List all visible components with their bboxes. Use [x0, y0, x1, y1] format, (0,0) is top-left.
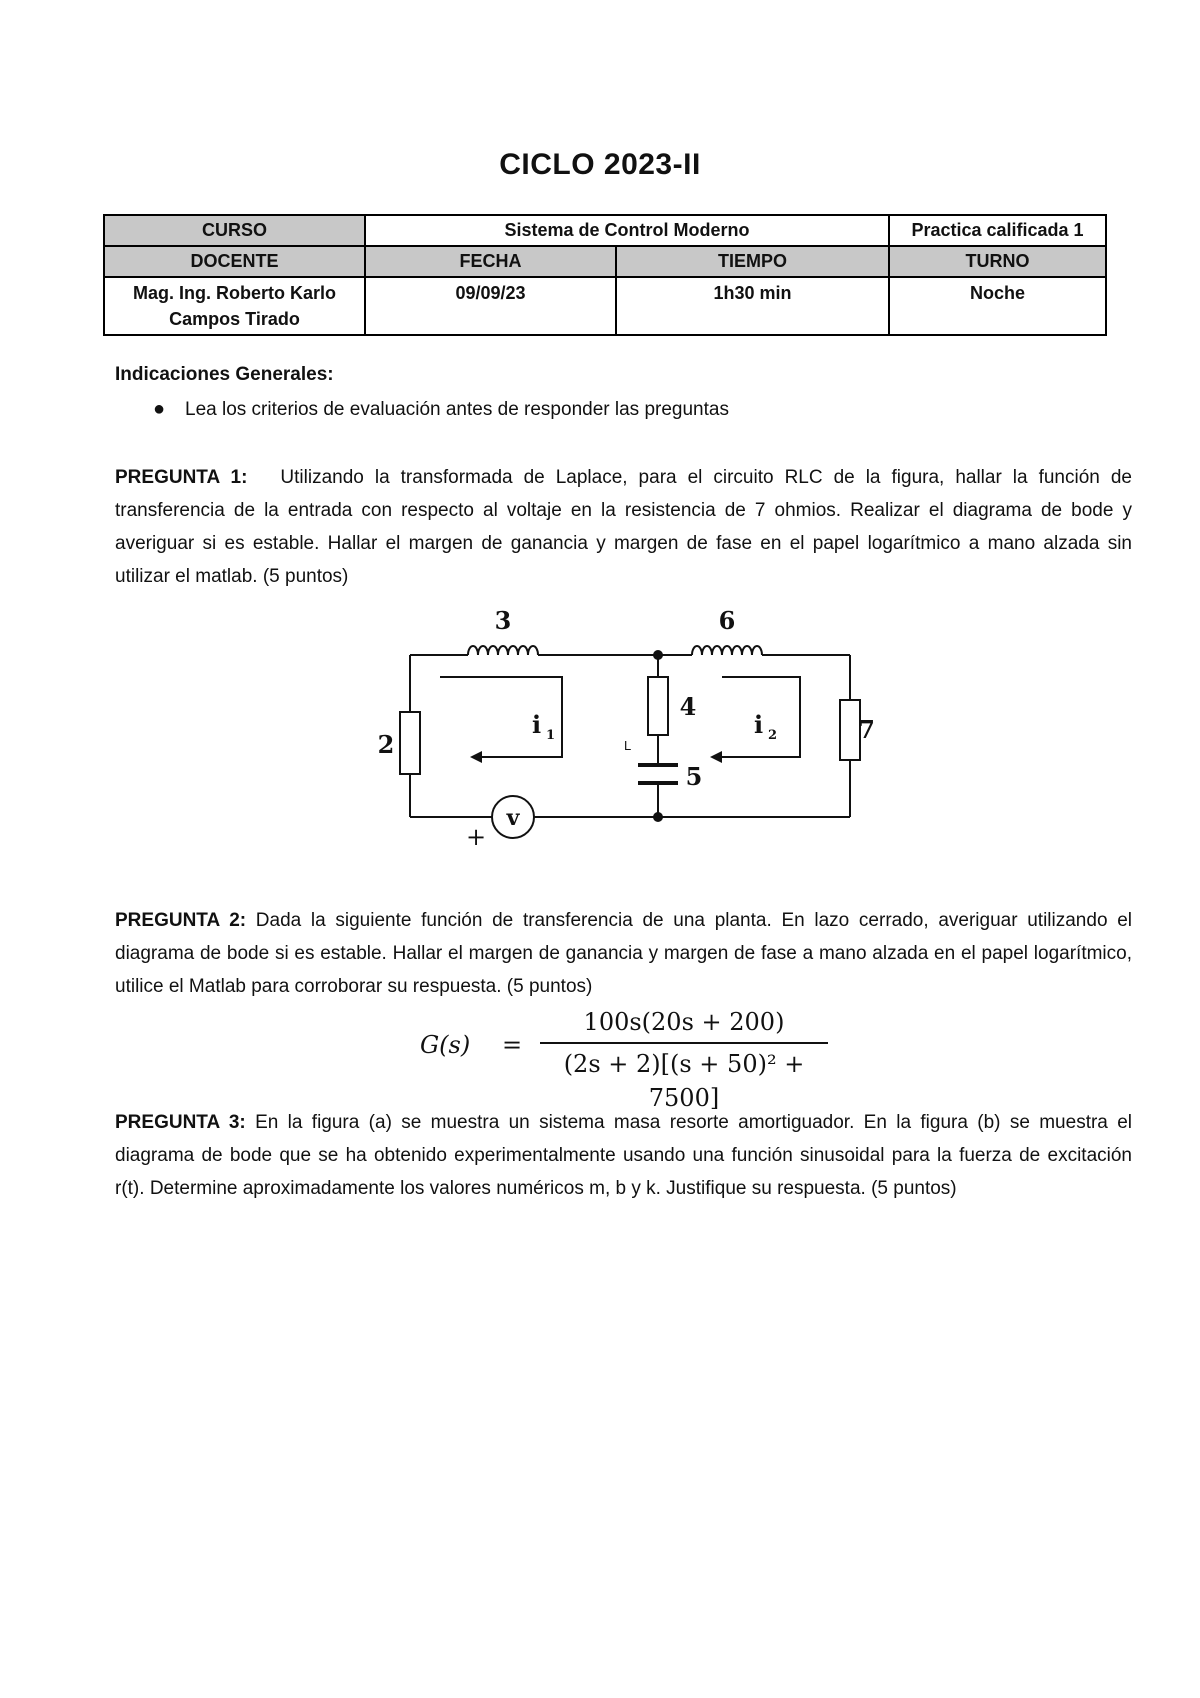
curso-label: CURSO	[104, 215, 365, 246]
question-2	[115, 904, 1132, 1003]
node-dot	[653, 812, 663, 822]
practica-label: Practica calificada 1	[889, 215, 1106, 246]
current-arrowhead	[710, 751, 722, 763]
tiempo-value: 1h30 min	[616, 277, 889, 335]
inductor-6-label: 6	[718, 606, 736, 635]
resistor-7-label: 7	[858, 715, 875, 744]
capacitor-5-label: 5	[685, 762, 703, 791]
resistor-7-symbol	[840, 700, 860, 760]
fecha-value: 09/09/23	[365, 277, 616, 335]
resistor-4-label: 4	[679, 692, 697, 721]
bullet-icon: ●	[153, 398, 166, 420]
page-title: CICLO 2023-II	[499, 148, 701, 181]
turno-value: Noche	[889, 277, 1106, 335]
middle-branch-mark: L	[624, 738, 632, 753]
docente-line-2: Campos Tirado	[169, 309, 300, 329]
resistor-4-symbol	[648, 677, 668, 735]
formula-numerator: 100s(20s + 200)	[583, 1008, 785, 1036]
table-row	[104, 215, 1106, 246]
current-arrowhead	[470, 751, 482, 763]
rlc-circuit-diagram	[370, 605, 875, 851]
question-2-text: Dada la siguiente función de transferencia de una planta. En lazo cerrado, averiguar utilizando el diagrama de bode si es estable. Hallar el margen de ganancia y margen de fase a mano alzada en el papel logarítmico, utilice el Matlab para corroborar su respuesta. (5 puntos)	[115, 910, 1132, 997]
course-info-table	[103, 214, 1107, 336]
current-2-subscript: 2	[768, 728, 778, 743]
tiempo-label: TIEMPO	[616, 246, 889, 277]
question-1-text: Utilizando la transformada de Laplace, para el circuito RLC de la figura, hallar la función de transferencia de la entrada con respecto al voltaje en la resistencia de 7 ohmios. Realizar el diagrama de bode y averiguar si es estable. Hallar el margen de ganancia y margen de fase en el papel logarítmico a mano alzada sin utilizar el matlab. (5 puntos)	[115, 467, 1132, 587]
question-2-label: PREGUNTA 2:	[115, 910, 247, 931]
formula-equals: =	[502, 1031, 523, 1059]
docente-line-1: Mag. Ing. Roberto Karlo	[132, 283, 336, 303]
current-1-label: i	[532, 710, 542, 739]
transfer-function-formula	[420, 1005, 820, 1112]
inductor-3-label: 3	[494, 606, 512, 635]
question-1-label: PREGUNTA 1:	[115, 467, 248, 488]
table-row	[104, 277, 1106, 335]
curso-value: Sistema de Control Moderno	[365, 215, 889, 246]
source-plus-sign: +	[465, 823, 487, 851]
inductor-6-symbol	[692, 646, 762, 655]
question-3-label: PREGUNTA 3:	[115, 1112, 246, 1133]
formula-lhs: G(s)	[420, 1031, 471, 1059]
fraction-bar	[540, 1042, 828, 1044]
formula-denominator: (2s + 2)[(s + 50)² + 7500]	[563, 1050, 805, 1112]
voltage-source-label: v	[506, 805, 520, 831]
current-2-label: i	[754, 710, 764, 739]
resistor-2-symbol	[400, 712, 420, 774]
node-dot	[653, 650, 663, 660]
formula-fraction	[540, 1005, 828, 1115]
indicaciones-item	[153, 393, 729, 426]
indicaciones-title: Indicaciones Generales:	[115, 364, 334, 385]
current-loop-1-arrow	[440, 677, 562, 757]
table-row	[104, 246, 1106, 277]
question-1	[115, 461, 1132, 593]
question-3-text: En la figura (a) se muestra un sistema masa resorte amortiguador. En la figura (b) se muestra el diagrama de bode que se ha obtenido experimentalmente usando una función sinusoidal para la fuerza de excitación r(t). Determine aproximadamente los valores numéricos m, b y k. Justifique su respuesta. (5 puntos)	[115, 1112, 1132, 1199]
turno-label: TURNO	[889, 246, 1106, 277]
resistor-2-label: 2	[377, 730, 395, 759]
docente-label: DOCENTE	[104, 246, 365, 277]
current-1-subscript: 1	[546, 728, 556, 743]
docente-value	[104, 277, 365, 335]
question-3	[115, 1106, 1132, 1205]
indicaciones-item-text: Lea los criterios de evaluación antes de responder las preguntas	[185, 399, 729, 420]
inductor-3-symbol	[468, 646, 538, 655]
fecha-label: FECHA	[365, 246, 616, 277]
